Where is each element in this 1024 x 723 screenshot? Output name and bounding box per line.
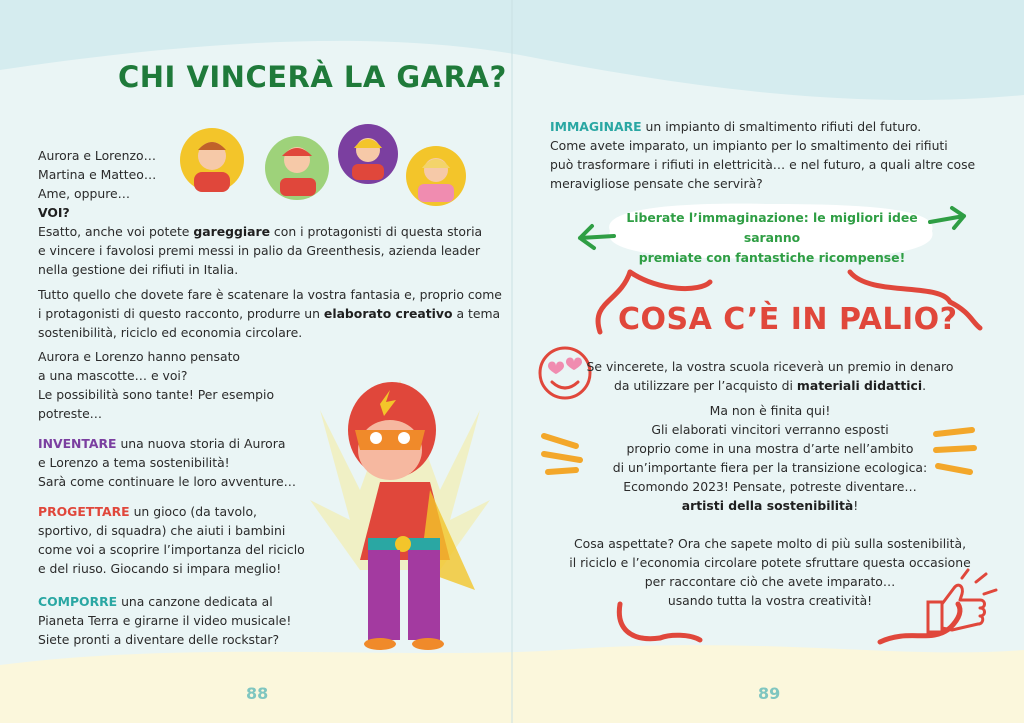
kids-avatars-illustration	[172, 120, 472, 210]
intro-line: Martina e Matteo…	[38, 167, 157, 182]
paragraph-2: Tutto quello che dovete fare è scatenare la vostra fantasia e, proprio come i protagonisti di questo racconto, produrre un elaborato creativo a tema sostenibilità, riciclo ed economia circolare.	[38, 287, 502, 340]
paragraph-1-line: e vincere i favolosi premi messi in palio da Greenthesis, azienda leader	[38, 243, 481, 258]
paragraph-1: Esatto, anche voi potete gareggiare con i protagonisti di questa storia	[38, 224, 483, 239]
page-title-right: COSA C’È IN PALIO?	[618, 302, 958, 337]
red-curl-decoration	[590, 598, 1000, 658]
closing-block: Cosa aspettate? Ora che sapete molto di più sulla sostenibilità, il riciclo e l’economia circolare potete sfruttare questa occasione per raccontare ciò che avete imparato… usando tutta la vostra creatività!	[569, 536, 971, 608]
comporre-block: COMPORRE una canzone dedicata al Pianeta Terra e girarne il video musicale! Siete pronti a diventare delle rockstar?	[38, 594, 292, 647]
inventare-block: INVENTARE una nuova storia di Aurora e Lorenzo a tema sostenibilità! Sarà come continuare le loro avventure…	[38, 436, 296, 489]
page-number-left: 88	[246, 684, 269, 703]
intro-line: Aurora e Lorenzo…	[38, 148, 156, 163]
more-block: Ma non è finita qui! Gli elaborati vincitori verranno esposti proprio come in una mostra d’arte nell’ambito di un’importante fiera per la transizione ecologica: Ecomondo 2023! Pensate, potreste diventare… artisti della sostenibilità!	[612, 403, 928, 513]
immaginare-block: IMMAGINARE un impianto di smaltimento rifiuti del futuro. Come avete imparato, un impianto per lo smaltimento dei rifiuti può trasformare i rifiuti in elettricità… e nel futuro, a quali altre cose meravigliose pensate che servirà?	[550, 119, 976, 191]
page-number-right: 89	[758, 684, 781, 703]
paragraph-3: Aurora e Lorenzo hanno pensato a una mascotte… e voi? Le possibilità sono tante! Per esempio potreste…	[38, 349, 275, 421]
progettare-block: PROGETTARE un gioco (da tavolo, sportivo, di squadra) che aiuti i bambini come voi a scoprire l’importanza del riciclo e del riuso. Giocando si impara meglio!	[38, 504, 305, 576]
superhero-mascot-illustration	[300, 370, 500, 660]
voi-heading: VOI?	[38, 205, 70, 220]
paragraph-1-line: nella gestione dei rifiuti in Italia.	[38, 262, 239, 277]
prize-block: Se vincerete, la vostra scuola riceverà un premio in denaro da utilizzare per l’acquisto di materiali didattici.	[586, 359, 954, 393]
cloud-callout-text: Liberate l’immaginazione: le migliori idee saranno premiate con fantastiche ricompense!	[626, 210, 918, 265]
page-title-left: CHI VINCERÀ LA GARA?	[118, 60, 507, 94]
intro-line: Ame, oppure…	[38, 186, 131, 201]
